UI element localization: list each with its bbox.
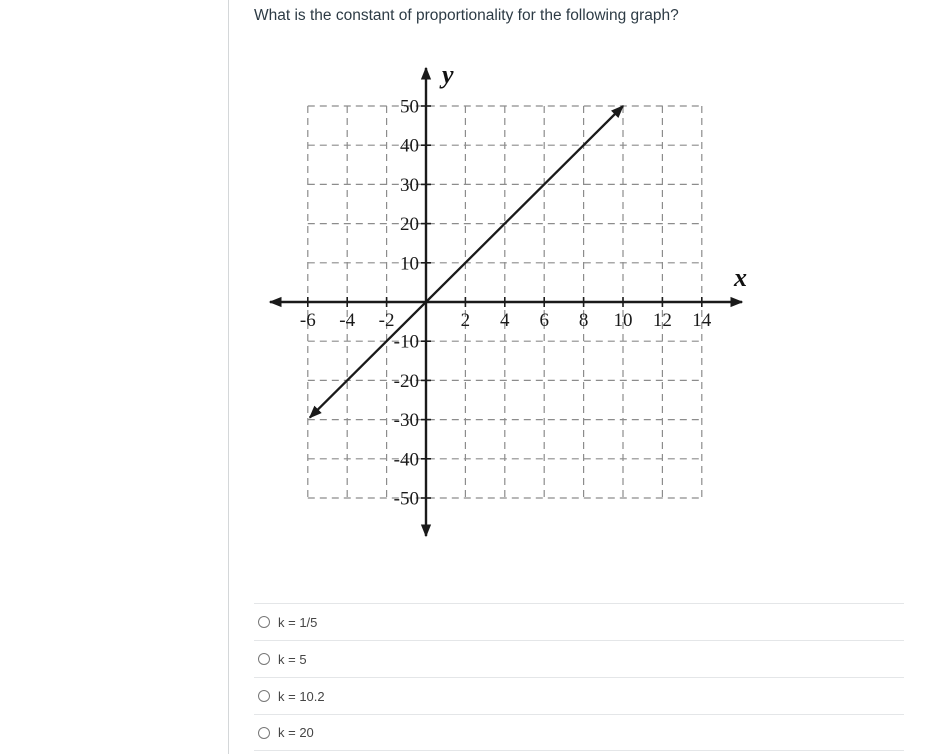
svg-text:-50: -50 [393,488,419,510]
svg-text:4: 4 [500,310,510,331]
y-axis-label: y [442,60,454,89]
x-tick-labels [300,310,712,331]
svg-text:-40: -40 [393,449,419,471]
answer-option-label: k = 1/5 [278,614,318,630]
svg-text:-6: -6 [299,310,316,331]
question-text: What is the constant of proportionality for the following graph? [254,7,679,24]
svg-text:6: 6 [539,310,549,331]
answer-option-label: k = 20 [278,725,314,740]
svg-text:2: 2 [460,310,471,331]
svg-text:-30: -30 [393,410,419,432]
question-panel [228,0,935,754]
radio-button[interactable] [258,690,270,702]
svg-text:8: 8 [578,310,589,331]
answer-option-3[interactable] [254,677,904,714]
x-axis-label: x [734,263,747,292]
svg-text:-10: -10 [393,331,419,353]
answer-option-1[interactable] [254,603,904,640]
svg-text:20: 20 [400,214,419,236]
answer-options [254,603,904,751]
radio-button[interactable] [258,616,270,628]
svg-text:-2: -2 [378,310,395,331]
answer-option-label: k = 10.2 [278,688,325,704]
svg-text:10: 10 [613,310,633,331]
radio-button[interactable] [258,653,270,665]
svg-text:30: 30 [400,174,419,196]
svg-text:50: 50 [400,96,419,118]
svg-text:-20: -20 [393,370,419,392]
svg-text:-4: -4 [339,310,356,331]
svg-text:10: 10 [400,253,419,275]
answer-option-label: k = 5 [278,651,307,667]
proportional-line [310,106,623,418]
radio-button[interactable] [258,727,270,739]
graph-container [256,55,756,550]
proportionality-graph [256,55,756,550]
answer-option-4[interactable] [254,714,904,751]
axes [270,68,742,536]
svg-text:14: 14 [692,310,712,331]
svg-text:40: 40 [400,135,419,157]
answer-option-2[interactable] [254,640,904,677]
svg-text:12: 12 [652,310,672,331]
